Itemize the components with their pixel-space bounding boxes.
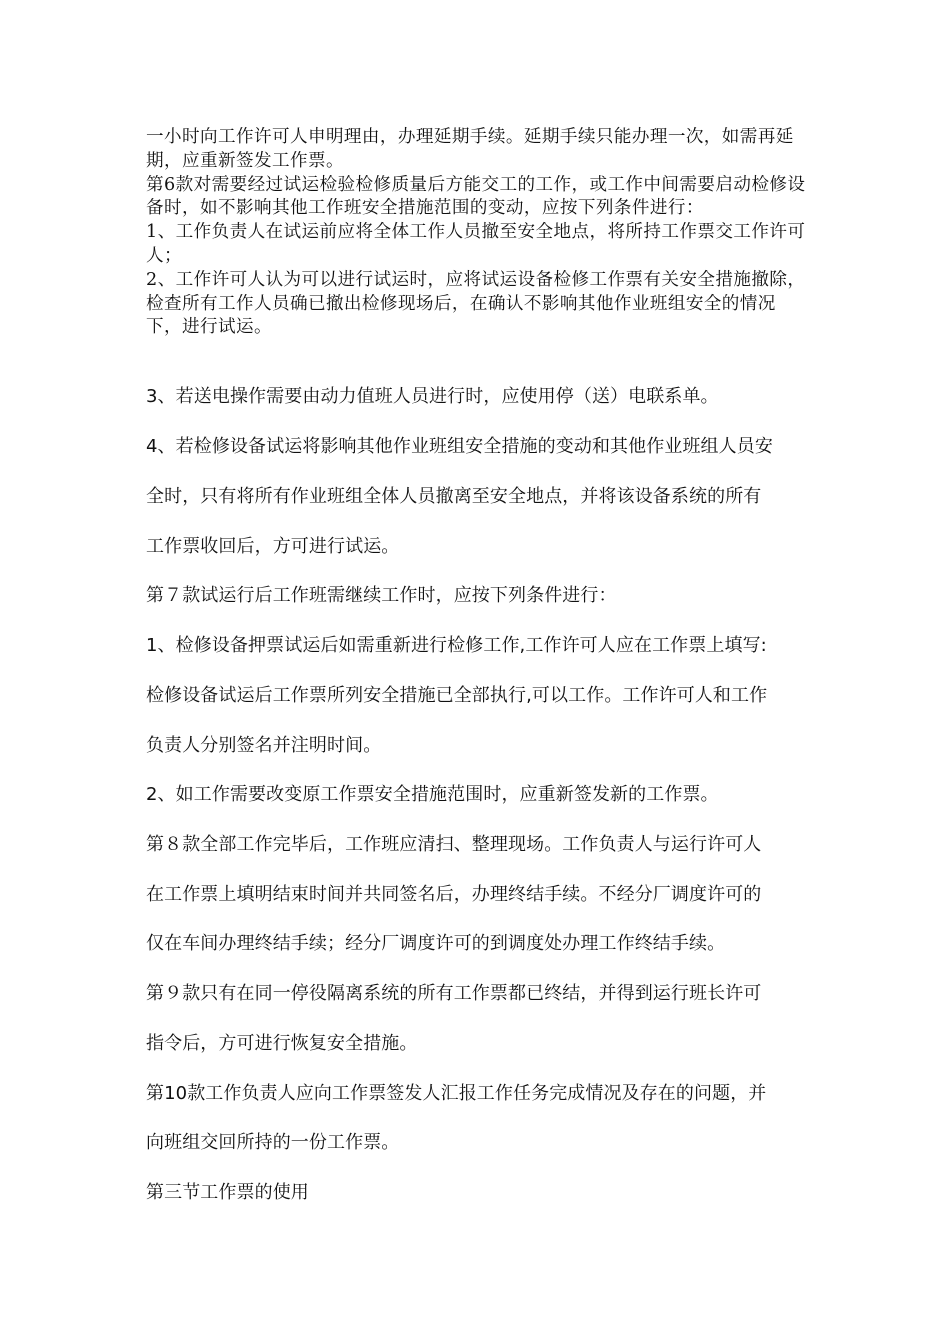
paragraph-item-2: 2、工作许可人认为可以进行试运时，应将试运设备检修工作票有关安全措施撤除，检查所有工作人员确已撤出检修现场后，在确认不影响其他作业班组安全的情况下，进行试运。 <box>146 269 806 338</box>
text-line: 第７款试运行后工作班需继续工作时，应按下列条件进行： <box>146 585 617 606</box>
text-line: 在工作票上填明结束时间并共同签名后，办理终结手续。不经分厂调度许可的 <box>146 884 762 905</box>
text-line: 2、如工作需要改变原工作票安全措施范围时，应重新签发新的工作票。 <box>146 784 719 805</box>
text-line: 仅在车间办理终结手续；经分厂调度许可的到调度处办理工作终结手续。 <box>146 933 726 954</box>
text-line: 检修设备试运后工作票所列安全措施已全部执行,可以工作。工作许可人和工作 <box>146 685 768 706</box>
text-line: 指令后，方可进行恢复安全措施。 <box>146 1033 418 1054</box>
paragraph-item-1: 1、工作负责人在试运前应将全体工作人员撤至安全地点，将所持工作票交工作许可人； <box>146 222 806 266</box>
text-line: 3、若送电操作需要由动力值班人员进行时，应使用停（送）电联系单。 <box>146 386 719 407</box>
text-line: 第９款只有在同一停役隔离系统的所有工作票都已终结，并得到运行班长许可 <box>146 983 762 1004</box>
paragraph-extension: 一小时向工作许可人申明理由，办理延期手续。延期手续只能办理一次，如需再延期，应重新签发工作票。 <box>146 127 794 171</box>
text-line: 向班组交回所持的一份工作票。 <box>146 1132 400 1153</box>
text-line: 第10款工作负责人应向工作票签发人汇报工作任务完成情况及存在的问题，并 <box>146 1083 767 1104</box>
text-line: 4、若检修设备试运将影响其他作业班组安全措施的变动和其他作业班组人员安 <box>146 436 773 457</box>
text-line: 全时，只有将所有作业班组全体人员撤离至安全地点，并将该设备系统的所有 <box>146 486 762 507</box>
text-line: 1、检修设备押票试运后如需重新进行检修工作,工作许可人应在工作票上填写: <box>146 635 767 656</box>
section-heading: 第三节工作票的使用 <box>146 1182 309 1203</box>
text-line: 负责人分别签名并注明时间。 <box>146 735 382 756</box>
text-line: 第８款全部工作完毕后，工作班应清扫、整理现场。工作负责人与运行许可人 <box>146 834 762 855</box>
upper-text-block <box>146 126 810 340</box>
text-line: 工作票收回后，方可进行试运。 <box>146 536 400 557</box>
paragraph-article-6: 第6款对需要经过试运检验检修质量后方能交工的工作，或工作中间需要启动检修设备时，如不影响其他工作班安全措施范围的变动，应按下列条件进行： <box>146 174 806 219</box>
